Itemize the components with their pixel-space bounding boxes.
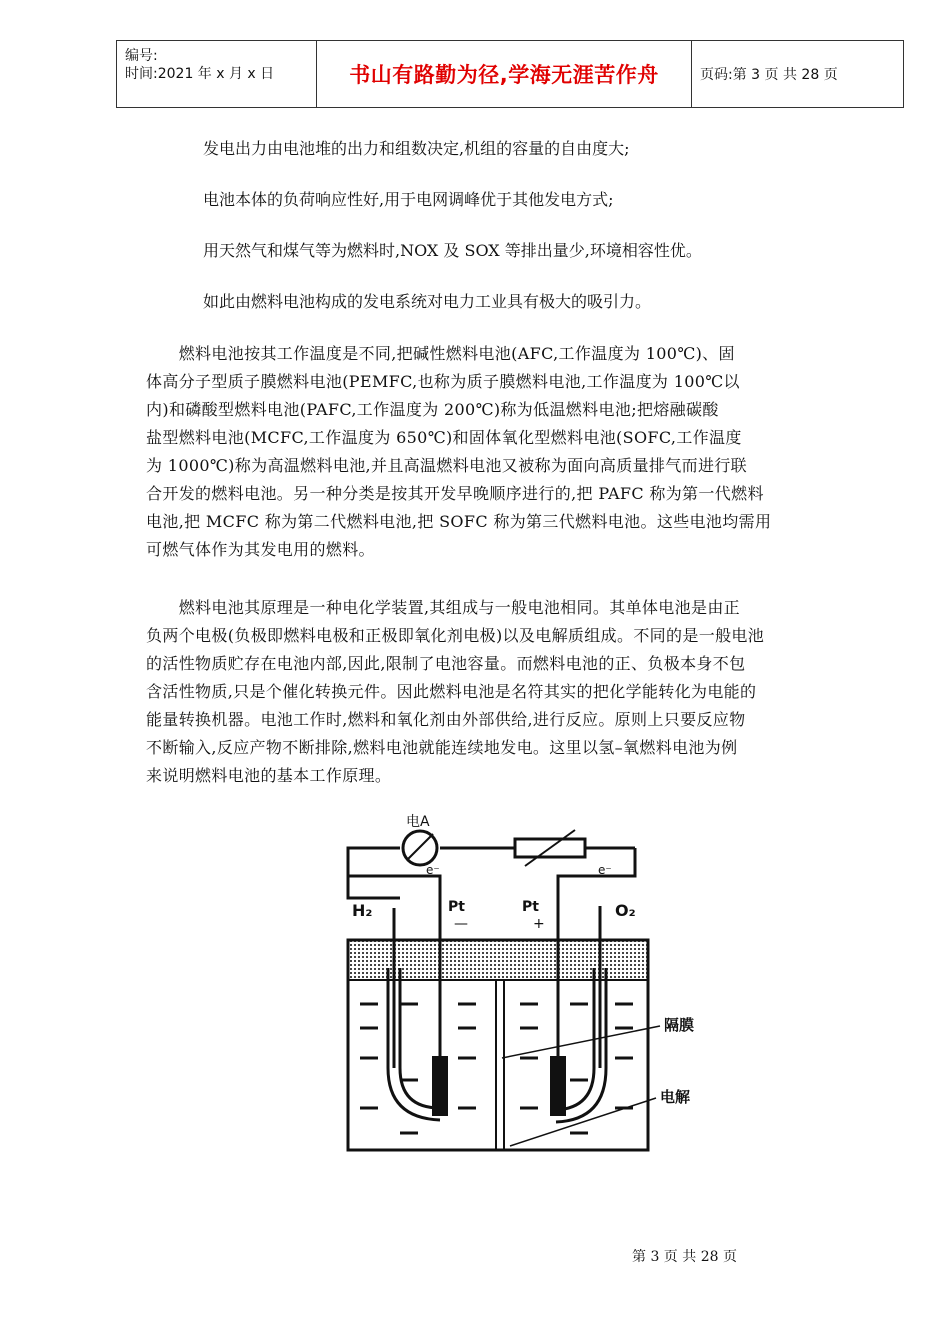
- page-footer: 第 3 页 共 28 页: [632, 1249, 737, 1265]
- paragraph-line: 内)和磷酸型燃料电池(PAFC,工作温度为 200℃)称为低温燃料电池;把熔融碳酸: [146, 400, 719, 419]
- header-number: 编号:: [125, 48, 158, 64]
- electron-label-right: e⁻: [598, 863, 612, 877]
- pt-negative-sign: —: [454, 916, 468, 932]
- paragraph-line: 合开发的燃料电池。另一种分类是按其开发早晚顺序进行的,把 PAFC 称为第一代燃料: [146, 484, 764, 503]
- electron-label-left: e⁻: [426, 863, 440, 877]
- o2-label: O₂: [615, 901, 636, 920]
- paragraph-line: 为 1000℃)称为高温燃料电池,并且高温燃料电池又被称为面向高质量排气而进行联: [146, 456, 748, 475]
- paragraph-line: 盐型燃料电池(MCFC,工作温度为 650℃)和固体氧化型燃料电池(SOFC,工作温度: [146, 428, 742, 447]
- bullet-line-2: 电池本体的负荷响应性好,用于电网调峰优于其他发电方式;: [203, 190, 614, 209]
- paragraph-line: 来说明燃料电池的基本工作原理。: [146, 766, 392, 785]
- paragraph-line: 体高分子型质子膜燃料电池(PEMFC,也称为质子膜燃料电池,工作温度为 100℃以: [146, 372, 740, 391]
- bullet-line-3: 用天然气和煤气等为燃料时,NOX 及 SOX 等排出量少,环境相容性优。: [203, 241, 702, 260]
- paragraph-line: 能量转换机器。电池工作时,燃料和氧化剂由外部供给,进行反应。原则上只要反应物: [146, 710, 746, 729]
- bullet-line-4: 如此由燃料电池构成的发电系统对电力工业具有极大的吸引力。: [203, 292, 652, 311]
- paragraph-line: 燃料电池其原理是一种电化学装置,其组成与一般电池相同。其单体电池是由正: [146, 598, 741, 617]
- resistor: [515, 830, 585, 866]
- bullet-line-1: 发电出力由电池堆的出力和组数决定,机组的容量的自由度大;: [203, 139, 630, 158]
- pt-positive-sign: +: [533, 916, 545, 932]
- membrane-label: 隔膜: [664, 1016, 695, 1034]
- electrolyte-label: 电解: [660, 1088, 691, 1106]
- fuel-cell-diagram: [330, 808, 730, 1168]
- ammeter: [403, 813, 437, 865]
- paragraph-line: 含活性物质,只是个催化转换元件。因此燃料电池是名符其实的把化学能转化为电能的: [146, 682, 757, 701]
- paragraph-line: 的活性物质贮存在电池内部,因此,限制了电池容量。而燃料电池的正、负极本身不包: [146, 654, 746, 673]
- paragraph-line: 可燃气体作为其发电用的燃料。: [146, 540, 375, 559]
- paragraph-line: 燃料电池按其工作温度是不同,把碱性燃料电池(AFC,工作温度为 100℃)、固: [146, 344, 735, 363]
- header-motto: 书山有路勤为径,学海无涯苦作舟: [349, 63, 659, 87]
- header-page: 页码:第 3 页 共 28 页: [700, 67, 838, 83]
- header-table: [116, 40, 904, 108]
- pt-positive-label: Pt: [522, 899, 539, 915]
- paragraph-line: 不断输入,反应产物不断排除,燃料电池就能连续地发电。这里以氢–氧燃料电池为例: [146, 738, 738, 757]
- header-time: 时间:2021 年 x 月 x 日: [125, 66, 275, 82]
- paragraph-line: 电池,把 MCFC 称为第二代燃料电池,把 SOFC 称为第三代燃料电池。这些电池均需用: [146, 512, 772, 531]
- external-circuit: [348, 848, 635, 926]
- pt-negative-label: Pt: [448, 899, 465, 915]
- ammeter-label: 电A: [406, 814, 430, 830]
- h2-label: H₂: [352, 901, 373, 920]
- paragraph-line: 负两个电极(负极即燃料电极和正极即氧化剂电极)以及电解质组成。不同的是一般电池: [146, 626, 765, 645]
